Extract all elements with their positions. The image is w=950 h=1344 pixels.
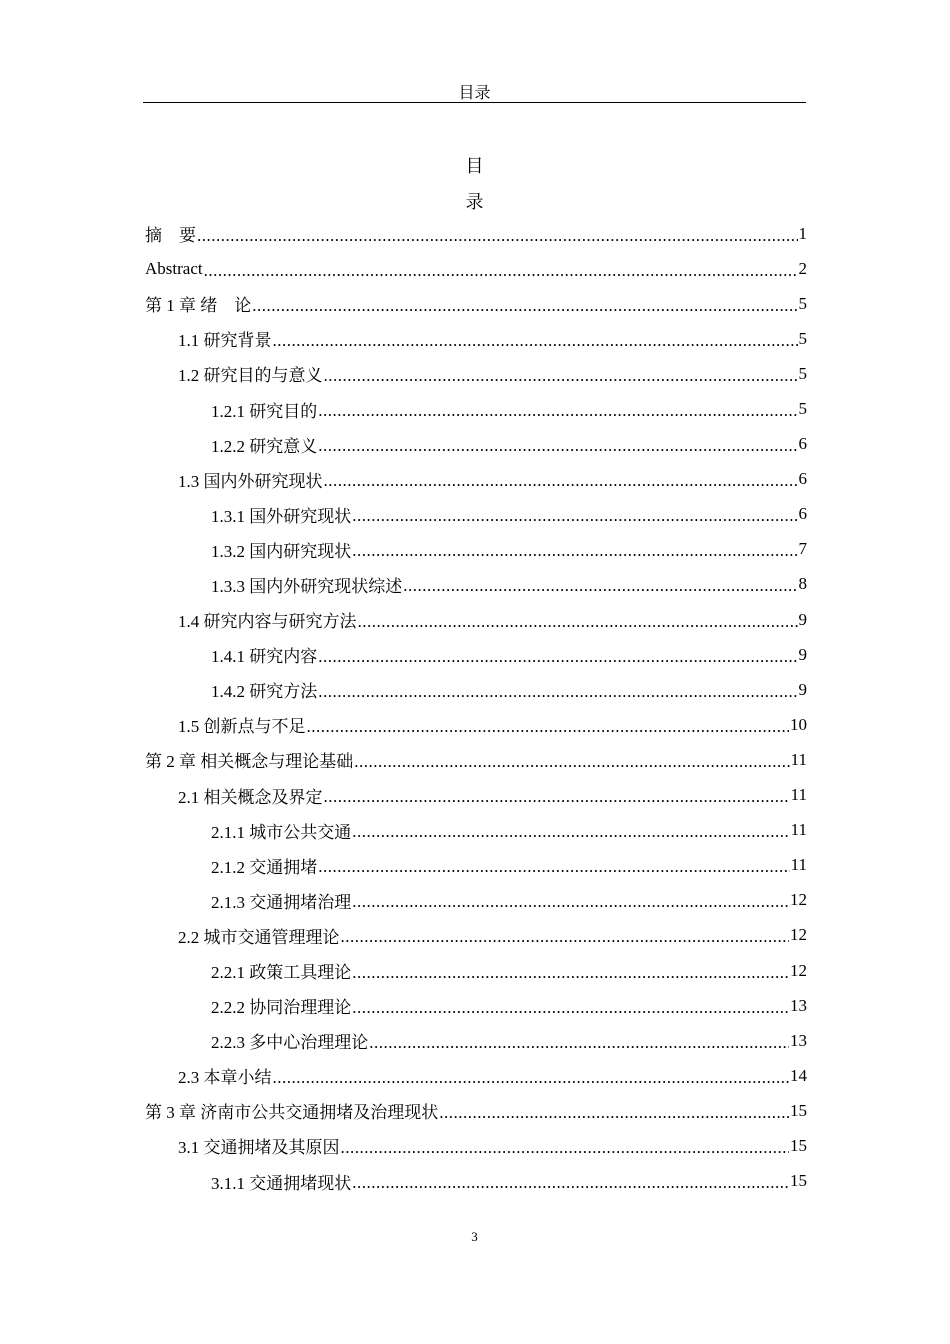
dot-leader [341,927,790,947]
toc-entry-label: 2.1 相关概念及界定 [178,787,323,807]
toc-entry[interactable] [145,391,807,426]
toc-entry-page: 12 [790,890,807,910]
toc-entry-page: 11 [790,785,807,805]
toc-entry[interactable] [145,1093,807,1128]
toc-entry-label: 2.1.1 城市公共交通 [211,822,352,842]
toc-entry[interactable] [145,356,807,391]
toc-entry-label: 1.2 研究目的与意义 [178,366,323,386]
toc-entry[interactable] [145,672,807,707]
dot-leader [352,998,789,1018]
toc-entry[interactable] [145,1058,807,1093]
toc-entry-label: 第 2 章 相关概念与理论基础 [145,752,354,772]
dot-leader [352,506,797,526]
toc-entry-label: 2.2.3 多中心治理理论 [211,1033,369,1053]
toc-entry-label: 1.4.2 研究方法 [211,682,318,702]
toc-entry-page: 15 [790,1100,807,1120]
toc-entry-page: 12 [790,960,807,980]
toc-entry[interactable] [145,988,807,1023]
toc-entry-page: 5 [798,293,807,313]
toc-entry-page: 7 [798,539,807,559]
toc-entry-page: 12 [790,925,807,945]
toc-entry-page: 14 [790,1065,807,1085]
toc-entry-page: 6 [798,504,807,524]
dot-leader [273,1068,790,1088]
page-number: 3 [471,1229,478,1244]
toc-entry-label: 2.1.3 交通拥堵治理 [211,892,352,912]
toc-entry[interactable] [145,742,807,777]
toc-entry-label: Abstract [145,258,203,278]
toc-entry[interactable] [145,883,807,918]
dot-leader [204,261,798,281]
toc-entry-label: 1.4.1 研究内容 [211,647,318,667]
dot-leader [352,541,797,561]
toc-entry[interactable] [145,567,807,602]
dot-leader [318,647,797,667]
toc-entry-page: 9 [798,679,807,699]
toc-entry-page: 9 [798,644,807,664]
dot-leader [352,963,789,983]
toc-entry[interactable] [145,953,807,988]
toc-entry[interactable] [145,532,807,567]
dot-leader [341,1138,790,1158]
dot-leader [307,717,790,737]
toc-entry-label: 1.3.3 国内外研究现状综述 [211,576,403,596]
toc-entry-label: 1.3 国内外研究现状 [178,471,323,491]
dot-leader [252,296,797,316]
toc-entry-page: 15 [790,1135,807,1155]
dot-leader [352,892,789,912]
toc-entry-page: 1 [798,223,807,243]
toc-entry-page: 8 [798,574,807,594]
toc-entry-page: 11 [790,749,807,769]
toc-entry-label: 摘 要 [145,226,196,246]
dot-leader [324,366,798,386]
toc-entry[interactable] [145,497,807,532]
toc-entry-label: 2.1.2 交通拥堵 [211,857,318,877]
toc-entry[interactable] [145,602,807,637]
toc-entry-page: 13 [790,1030,807,1050]
toc-entry-label: 1.2.2 研究意义 [211,436,318,456]
toc-entry-label: 1.2.1 研究目的 [211,401,318,421]
toc-entry[interactable] [145,918,807,953]
dot-leader [318,857,789,877]
toc-entry-label: 1.1 研究背景 [178,331,272,351]
toc-entry[interactable] [145,778,807,813]
toc-entry-label: 1.3.1 国外研究现状 [211,506,352,526]
toc-entry-page: 10 [790,714,807,734]
toc-entry[interactable] [145,427,807,462]
toc-entry-label: 1.4 研究内容与研究方法 [178,612,357,632]
toc-entry-label: 第 1 章 绪 论 [145,296,252,316]
toc-entry[interactable] [145,286,807,321]
dot-leader [318,436,797,456]
toc-entry-label: 3.1 交通拥堵及其原因 [178,1138,340,1158]
toc-entry-label: 1.5 创新点与不足 [178,717,306,737]
toc-entry[interactable] [145,848,807,883]
dot-leader [318,401,797,421]
dot-leader [403,576,797,596]
toc-entry-label: 2.2 城市交通管理理论 [178,927,340,947]
toc-entry-page: 11 [790,855,807,875]
dot-leader [354,752,789,772]
dot-leader [369,1033,789,1053]
dot-leader [197,226,798,246]
toc-entry[interactable] [145,637,807,672]
dot-leader [352,822,789,842]
toc-entry-label: 3.1.1 交通拥堵现状 [211,1173,352,1193]
toc-entry-page: 13 [790,995,807,1015]
toc-entry-page: 11 [790,820,807,840]
toc-entry[interactable] [145,251,807,286]
dot-leader [318,682,797,702]
table-of-contents [145,216,807,1199]
dot-leader [324,787,790,807]
toc-entry-page: 5 [798,363,807,383]
dot-leader [273,331,798,351]
dot-leader [324,471,798,491]
toc-entry[interactable] [145,216,807,251]
toc-entry-label: 1.3.2 国内研究现状 [211,541,352,561]
toc-entry[interactable] [145,462,807,497]
toc-entry-page: 15 [790,1171,807,1191]
toc-entry-page: 6 [798,469,807,489]
dot-leader [439,1103,789,1123]
toc-entry[interactable] [145,1128,807,1163]
toc-title-line1: 目 [465,156,484,177]
toc-entry[interactable] [145,321,807,356]
toc-entry-label: 第 3 章 济南市公共交通拥堵及治理现状 [145,1103,439,1123]
header-rule [143,102,806,103]
toc-entry-page: 6 [798,434,807,454]
dot-leader [358,612,798,632]
running-header: 目录 [458,85,491,102]
toc-entry-page: 2 [798,258,807,278]
toc-entry[interactable] [145,1023,807,1058]
toc-entry-page: 5 [798,399,807,419]
toc-entry-page: 9 [798,609,807,629]
toc-entry-label: 2.3 本章小结 [178,1068,272,1088]
toc-title-line2: 录 [465,192,484,213]
toc-entry-page: 5 [798,328,807,348]
toc-entry-label: 2.2.1 政策工具理论 [211,963,352,983]
toc-entry[interactable] [145,707,807,742]
toc-entry[interactable] [145,1164,807,1199]
dot-leader [352,1173,789,1193]
toc-entry-label: 2.2.2 协同治理理论 [211,998,352,1018]
toc-entry[interactable] [145,813,807,848]
